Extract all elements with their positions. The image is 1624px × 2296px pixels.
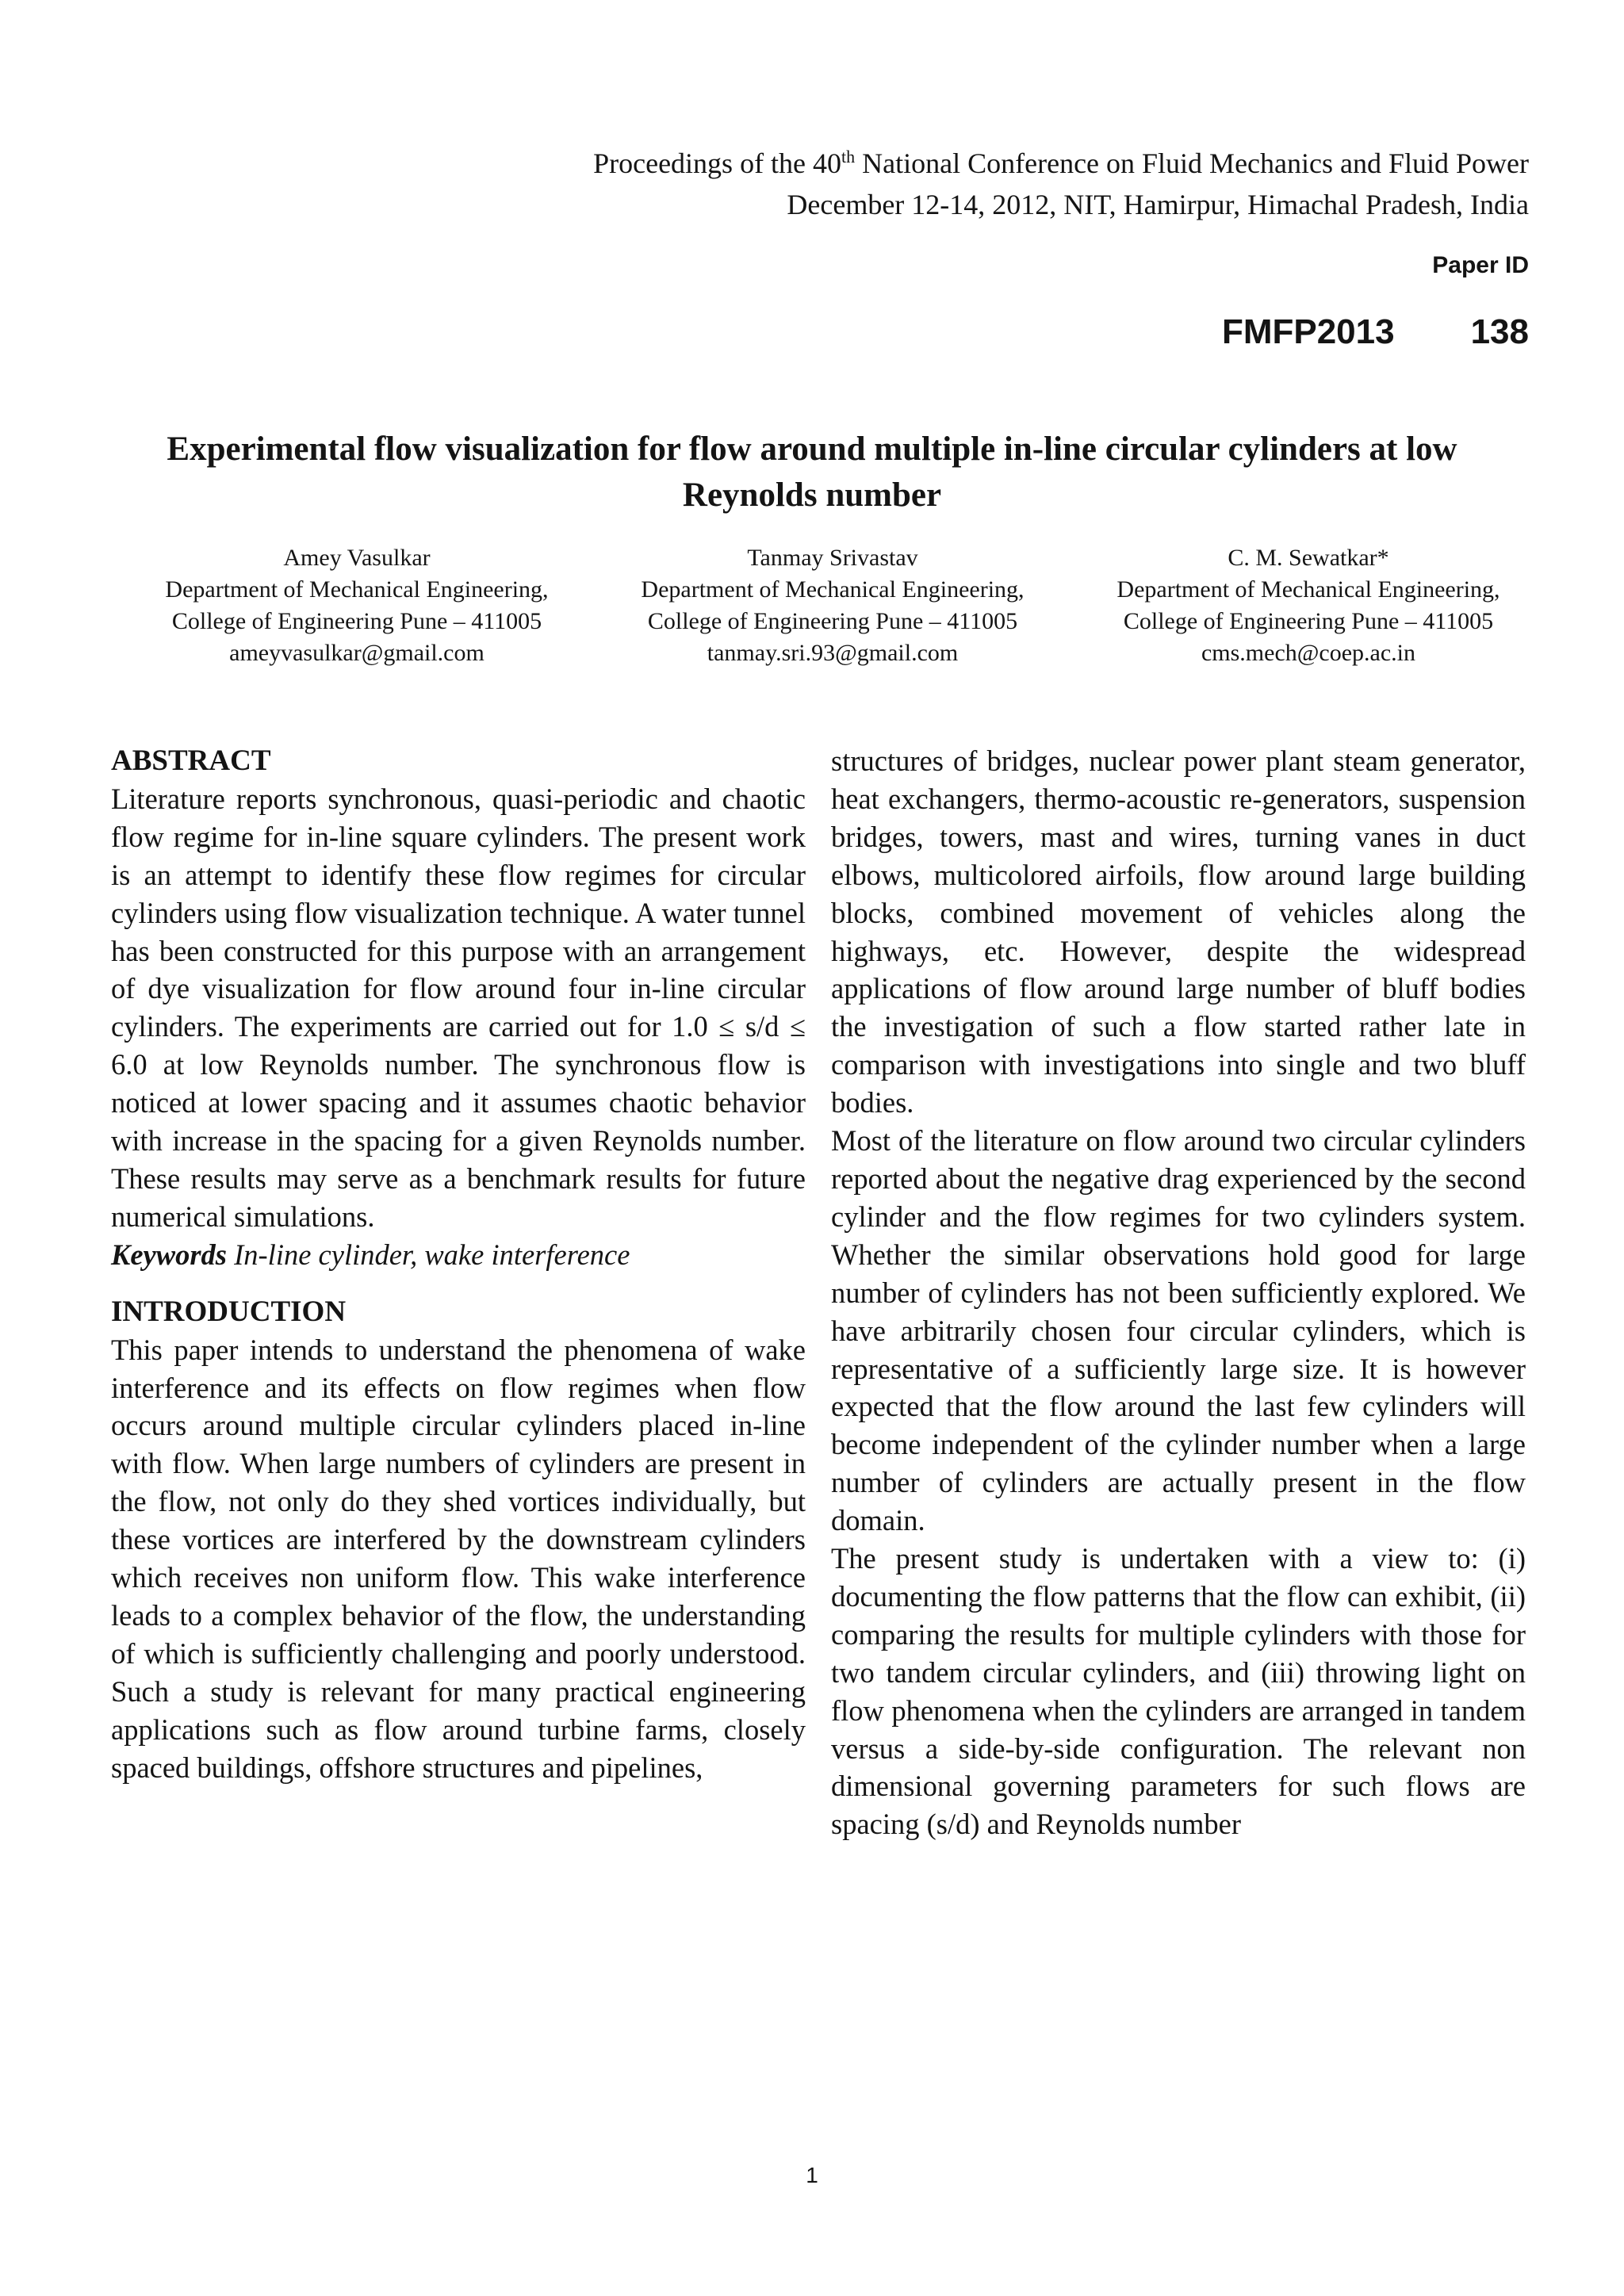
author-email: cms.mech@coep.ac.in [1201, 640, 1415, 666]
author-email: tanmay.sri.93@gmail.com [707, 640, 959, 666]
section-gap [111, 1274, 806, 1293]
author-name: Tanmay Srivastav [747, 545, 918, 571]
conference-header [181, 143, 1529, 225]
keywords-label: Keywords [111, 1238, 227, 1271]
author-email: ameyvasulkar@gmail.com [229, 640, 485, 666]
conference-line-2: December 12-14, 2012, NIT, Hamirpur, Himachal Pradesh, India [787, 189, 1529, 220]
conference-line-1: Proceedings of the 40th National Conference on Fluid Mechanics and Fluid Power [593, 147, 1529, 179]
keywords-text: In-line cylinder, wake interference [227, 1238, 630, 1271]
introduction-paragraph: Most of the literature on flow around two circular cylinders reported about the negative drag experienced by the second cylinder and the flow regimes for two cylinders system. Whether the similar observations hold good for large number of cylinders has not been sufficiently explored. We have arbitrarily chosen four circular cylinders, which is representative of a sufficiently large size. It is however expected that the flow around the last few cylinders will become independent of the cylinder number when a large number of cylinders are actually present in the flow domain. [831, 1124, 1526, 1537]
author-college: College of Engineering Pune – 411005 [647, 608, 1018, 634]
paper-title: Experimental flow visualization for flow around multiple in-line circular cylinders at low Reynolds number [167, 430, 1457, 514]
author-college: College of Engineering Pune – 411005 [1123, 608, 1494, 634]
abstract-text: Literature reports synchronous, quasi-periodic and chaotic flow regime for in-line square cylinders. The present work is an attempt to identify these flow regimes for circular cylinders using flow visualization technique. A water tunnel has been constructed for this purpose with an arrangement of dye visualization for flow around four in-line circular cylinders. The experiments are carried out for 1.0 ≤ s/d ≤ 6.0 at low Reynolds number. The synchronous flow is noticed at lower spacing and it assumes chaotic behavior with increase in the spacing for a given Reynolds number. These results may serve as a benchmark results for future numerical simulations. [111, 782, 806, 1233]
keywords [111, 1236, 806, 1274]
author-department: Department of Mechanical Engineering, [641, 576, 1025, 603]
author-name: C. M. Sewatkar* [1228, 545, 1389, 571]
introduction-paragraph-continued: structures of bridges, nuclear power plant steam generator, heat exchangers, thermo-acoustic re-generators, suspension bridges, towers, mast and wires, turning vanes in duct elbows, multicolored airfoils, flow around large building blocks, combined movement of vehicles along the highways, etc. However, despite the widespread applications of flow around large number of bluff bodies the investigation of such a flow started rather late in comparison with investigations into single and two bluff bodies. [831, 744, 1526, 1119]
author-list [119, 542, 1546, 669]
author-block [119, 542, 595, 669]
author-college: College of Engineering Pune – 411005 [171, 608, 542, 634]
author-block [595, 542, 1071, 669]
page-number: 1 [806, 2163, 818, 2187]
paper-number: 138 [1470, 312, 1529, 351]
author-block [1071, 542, 1546, 669]
left-column [111, 742, 806, 1786]
introduction-heading: INTRODUCTION [111, 1295, 347, 1328]
introduction-paragraph: The present study is undertaken with a view to: (i) documenting the flow patterns that the flow can exhibit, (ii) comparing the results for multiple cylinders with those for two tandem circular cylinders, and (iii) throwing light on flow phenomena when the cylinders are arranged in tandem versus a side-by-side configuration. The relevant non dimensional governing parameters for such flows are spacing (s/d) and Reynolds number [831, 1542, 1526, 1841]
author-department: Department of Mechanical Engineering, [165, 576, 549, 603]
author-name: Amey Vasulkar [283, 545, 431, 571]
paper-id-label: Paper ID [1432, 252, 1529, 278]
right-column [831, 742, 1526, 1843]
author-department: Department of Mechanical Engineering, [1116, 576, 1500, 603]
paper-id [1222, 312, 1529, 352]
introduction-paragraph: This paper intends to understand the phenomena of wake interference and its effects on flow regimes when flow occurs around multiple circular cylinders placed in-line with flow. When large numbers of cylinders are present in the flow, not only do they shed vortices individually, but these vortices are interfered by the downstream cylinders which receives non uniform flow. This wake interference leads to a complex behavior of the flow, the understanding of which is sufficiently challenging and poorly understood. Such a study is relevant for many practical engineering applications such as flow around turbine farms, closely spaced buildings, offshore structures and pipelines, [111, 1333, 806, 1784]
paper-code: FMFP2013 [1221, 312, 1395, 351]
abstract-heading: ABSTRACT [111, 744, 271, 777]
